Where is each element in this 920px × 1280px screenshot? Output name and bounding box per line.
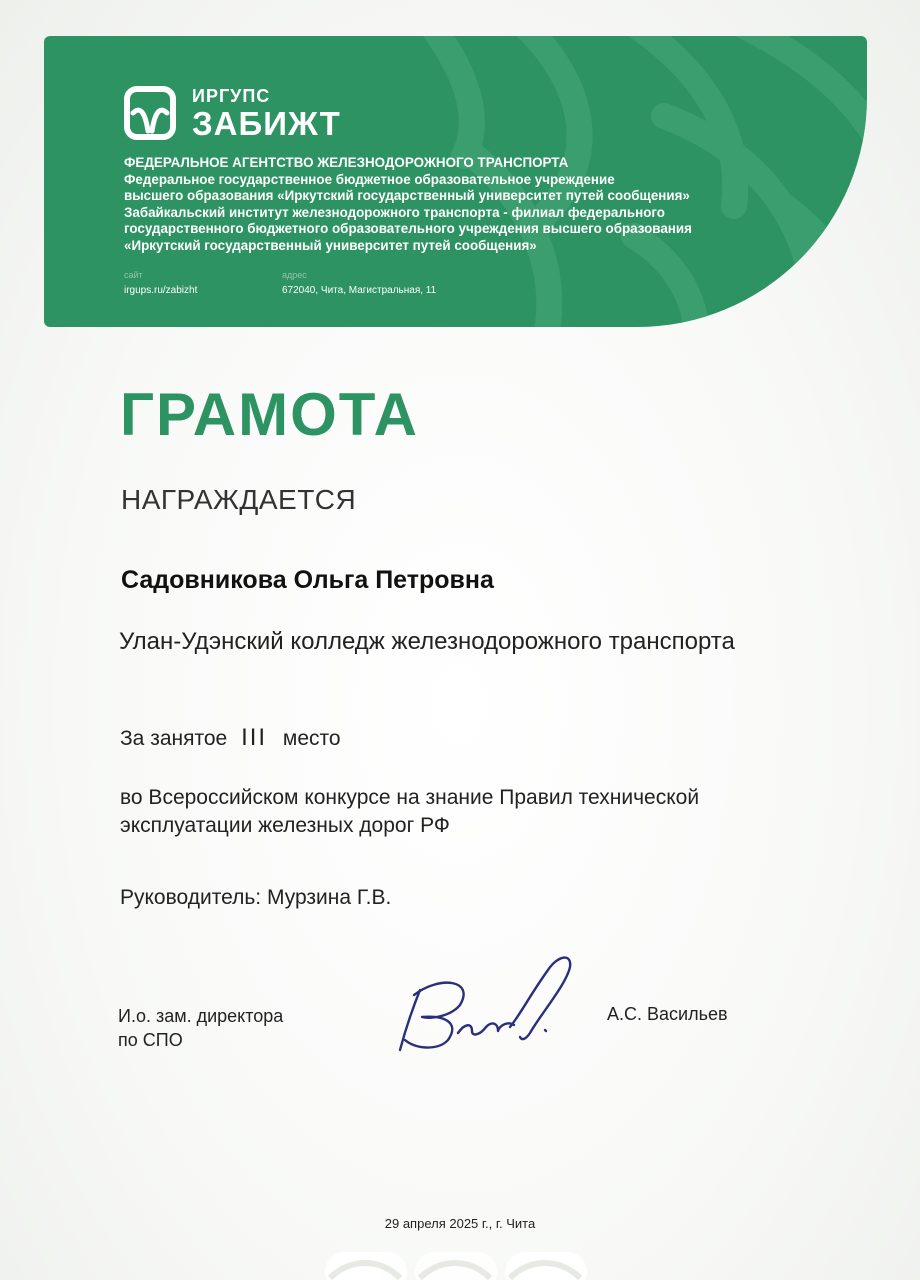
org-line: Забайкальский институт железнодорожного транспорта - филиал федерального: [124, 204, 665, 220]
signatory-role: [118, 1004, 283, 1052]
handwritten-signature: [380, 945, 590, 1060]
footer-decoration: [0, 1238, 920, 1280]
contest-description: [120, 784, 840, 840]
org-line: государственного бюджетного образовательного учреждения высшего образования: [124, 221, 692, 236]
recipient-college: Улан-Удэнский колледж железнодорожного транспорта: [119, 628, 735, 655]
signatory-role-line: по СПО: [118, 1030, 183, 1050]
place-number: III: [241, 724, 268, 751]
organization-details: [124, 155, 764, 254]
place-suffix: место: [282, 727, 341, 750]
logo-title: ЗАБИЖТ: [192, 104, 341, 142]
site-value: irgups.ru/zabizht: [124, 285, 198, 296]
org-line: «Иркутский государственный университет путей сообщения»: [124, 237, 537, 253]
awarded-heading: НАГРАЖДАЕТСЯ: [121, 484, 357, 515]
contest-line: эксплуатации железных дорог РФ: [120, 814, 450, 837]
org-line: ФЕДЕРАЛЬНОЕ АГЕНТСТВО ЖЕЛЕЗНОДОРОЖНОГО ТРАНСПОРТА: [124, 155, 569, 170]
certificate-title: ГРАМОТА: [120, 381, 419, 448]
logo-abbreviation: ИРГУПС: [192, 85, 271, 106]
issue-date-place: 29 апреля 2025 г., г. Чита: [384, 1216, 536, 1231]
address-contact: [282, 270, 436, 296]
supervisor: Руководитель: Мурзина Г.В.: [120, 886, 392, 909]
site-label: сайт: [124, 270, 143, 280]
site-contact: [124, 270, 197, 296]
contest-line: во Всероссийском конкурсе на знание Правил технической: [120, 786, 700, 809]
address-label: адрес: [282, 270, 307, 280]
recipient-name: Садовникова Ольга Петровна: [121, 566, 494, 594]
org-line: Федеральное государственное бюджетное образовательное учреждение: [124, 171, 615, 187]
logo-mark-icon: [124, 86, 176, 140]
place-line: [120, 724, 341, 752]
signatory-name: А.С. Васильев: [607, 1004, 728, 1024]
signatory-role-line: И.о. зам. директора: [118, 1006, 284, 1026]
institute-logo: [124, 86, 341, 140]
place-prefix: За занятое: [120, 727, 228, 750]
org-line: высшего образования «Иркутский государственный университет путей сообщения»: [124, 188, 690, 203]
header-banner: [44, 36, 867, 327]
address-value: 672040, Чита, Магистральная, 11: [282, 285, 437, 296]
